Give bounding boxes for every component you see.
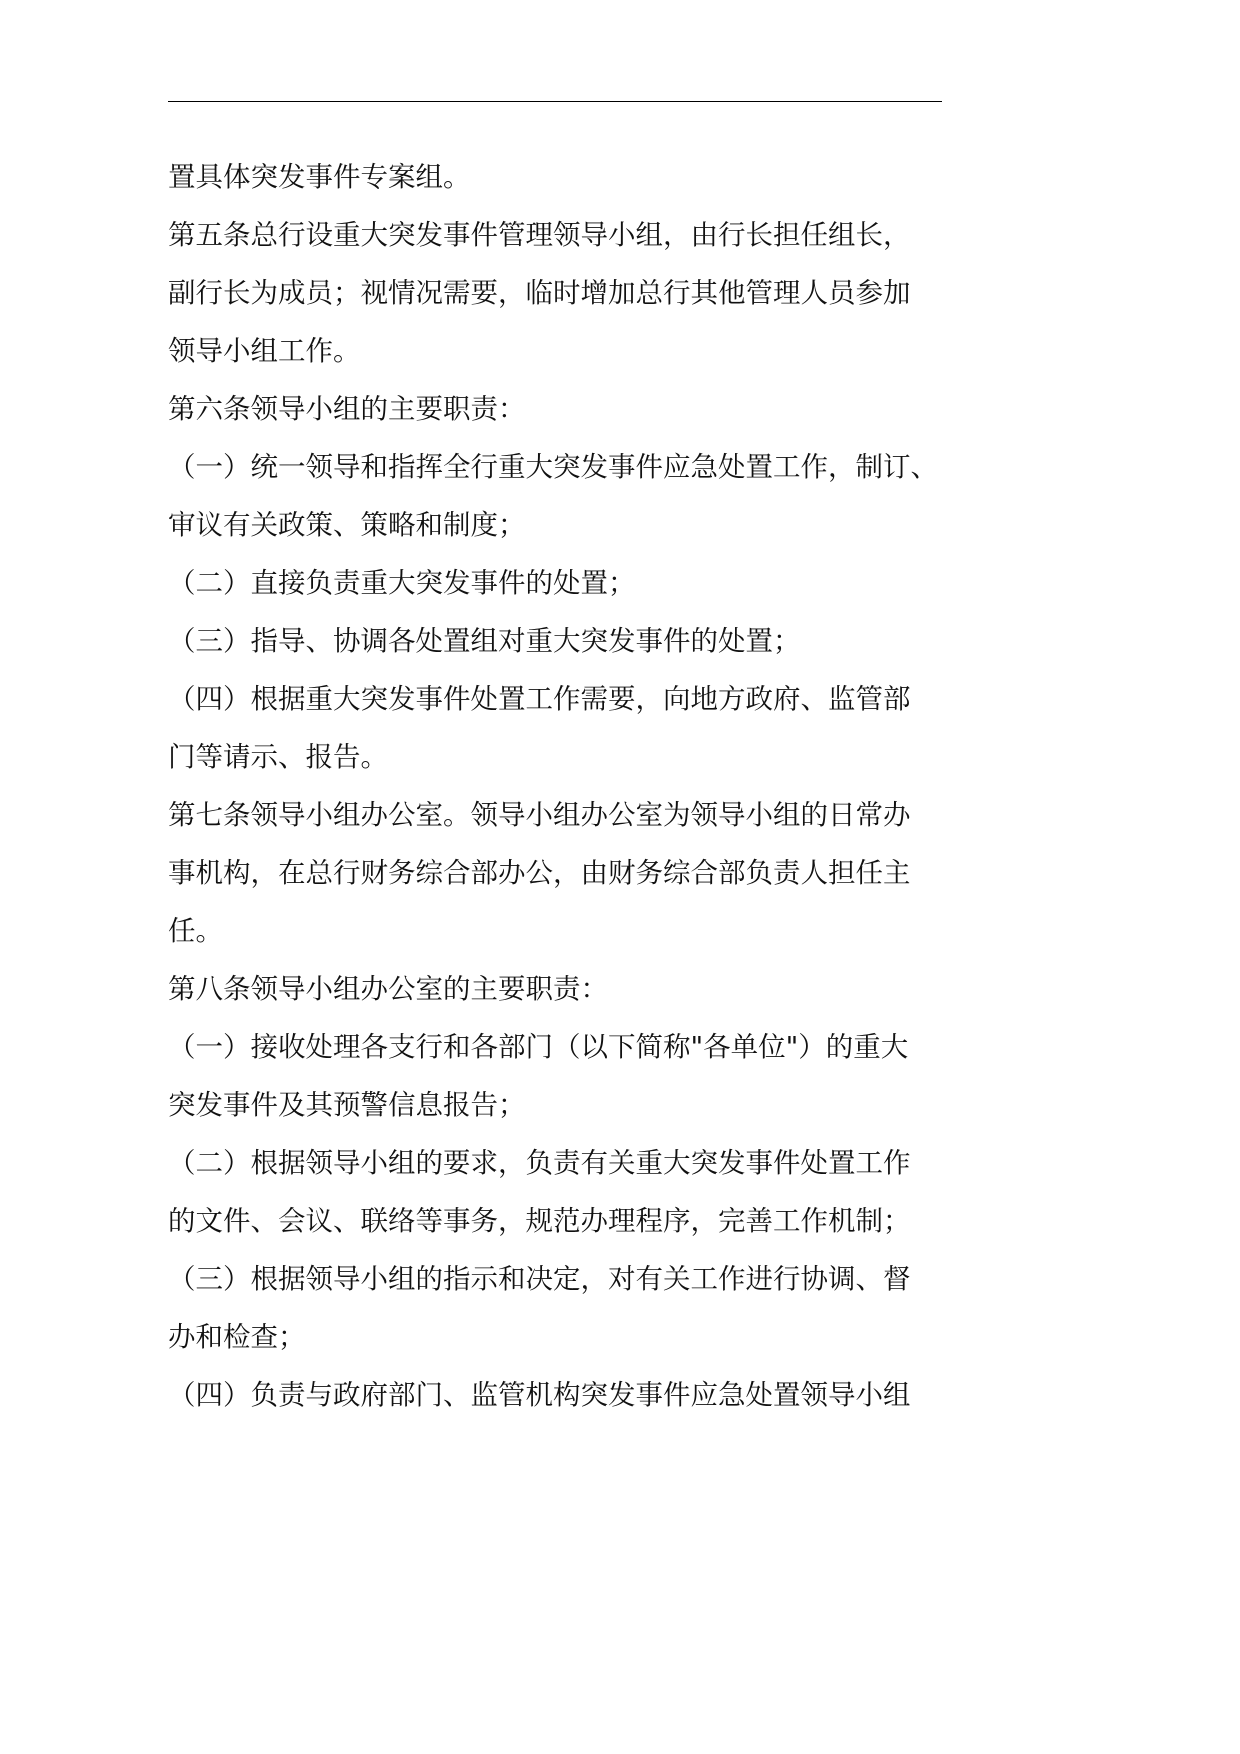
text-line: 第六条领导小组的主要职责： (168, 393, 526, 425)
text-line: 副行长为成员；视情况需要，临时增加总行其他管理人员参加 (168, 277, 911, 309)
text-line: 任。 (168, 915, 223, 947)
body-text (168, 148, 968, 1424)
text-line: 第七条领导小组办公室。领导小组办公室为领导小组的日常办 (168, 799, 911, 831)
text-line: （二）根据领导小组的要求，负责有关重大突发事件处置工作 (168, 1147, 911, 1179)
text-line: （四）负责与政府部门、监管机构突发事件应急处置领导小组 (168, 1379, 911, 1411)
text-line: （二）直接负责重大突发事件的处置； (168, 567, 636, 599)
text-line: 领导小组工作。 (168, 335, 361, 367)
header-rule (168, 101, 942, 102)
text-line: 的文件、会议、联络等事务，规范办理程序，完善工作机制； (168, 1205, 911, 1237)
text-line: 第八条领导小组办公室的主要职责： (168, 973, 608, 1005)
text-line: （四）根据重大突发事件处置工作需要，向地方政府、监管部 (168, 683, 911, 715)
text-line: （三）指导、协调各处置组对重大突发事件的处置； (168, 625, 801, 657)
text-line: 门等请示、报告。 (168, 741, 388, 773)
text-line: 办和检查； (168, 1321, 306, 1353)
text-line: 置具体突发事件专案组。 (168, 161, 471, 193)
text-line: 事机构，在总行财务综合部办公，由财务综合部负责人担任主 (168, 857, 911, 889)
text-line: （一）统一领导和指挥全行重大突发事件应急处置工作，制订、 (168, 451, 938, 483)
text-line: 第五条总行设重大突发事件管理领导小组，由行长担任组长， (168, 219, 911, 251)
text-line: （一）接收处理各支行和各部门（以下简称"各单位"）的重大 (168, 1031, 909, 1063)
text-line: 突发事件及其预警信息报告； (168, 1089, 526, 1121)
text-line: （三）根据领导小组的指示和决定，对有关工作进行协调、督 (168, 1263, 911, 1295)
text-line: 审议有关政策、策略和制度； (168, 509, 526, 541)
